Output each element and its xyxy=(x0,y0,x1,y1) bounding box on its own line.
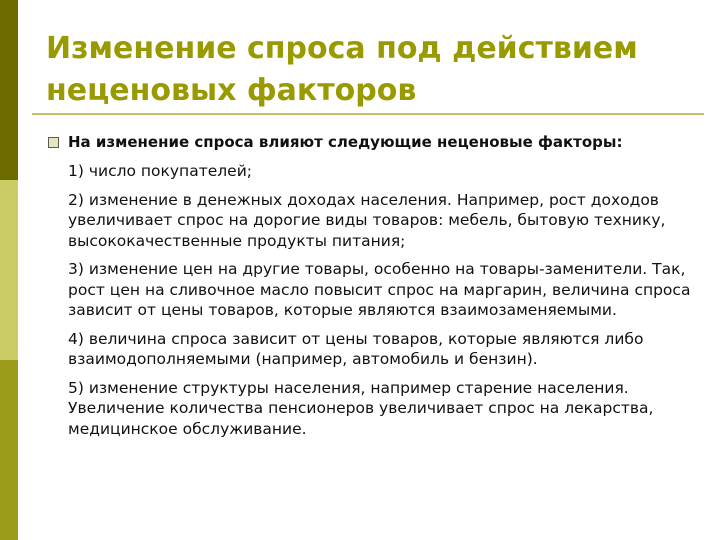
list-item: 5) изменение структуры населения, например старение населения. Увеличение количества пенсионеров увеличивает спрос на лекарства, медицинское обслуживание. xyxy=(68,378,654,438)
slide-title: Изменение спроса под действием неценовых факторов xyxy=(46,31,638,108)
decorative-stripe-middle xyxy=(0,180,18,360)
list-item: 1) число покупателей; xyxy=(68,162,252,180)
square-bullet-icon xyxy=(48,137,59,148)
list-item: 4) величина спроса зависит от цены товаров, которые являются либо взаимодополняемыми (например, автомобиль и бензин). xyxy=(68,329,644,368)
title-divider xyxy=(32,113,704,115)
decorative-stripe-top xyxy=(0,0,18,180)
intro-text: На изменение спроса влияют следующие неценовые факторы: xyxy=(68,133,623,151)
list-item: 3) изменение цен на другие товары, особенно на товары-заменители. Так, рост цен на сливочное масло повысит спрос на маргарин, величина спроса зависит от цены товаров, которые являются взаимозаменяемыми. xyxy=(68,260,691,319)
list-item: 2) изменение в денежных доходах населения. Например, рост доходов увеличивает спрос на дорогие виды товаров: мебель, бытовую технику, высококачественные продукты питания; xyxy=(68,190,666,250)
intro-bullet xyxy=(48,132,702,152)
slide-content xyxy=(48,132,702,439)
decorative-stripe-bottom xyxy=(0,360,18,540)
